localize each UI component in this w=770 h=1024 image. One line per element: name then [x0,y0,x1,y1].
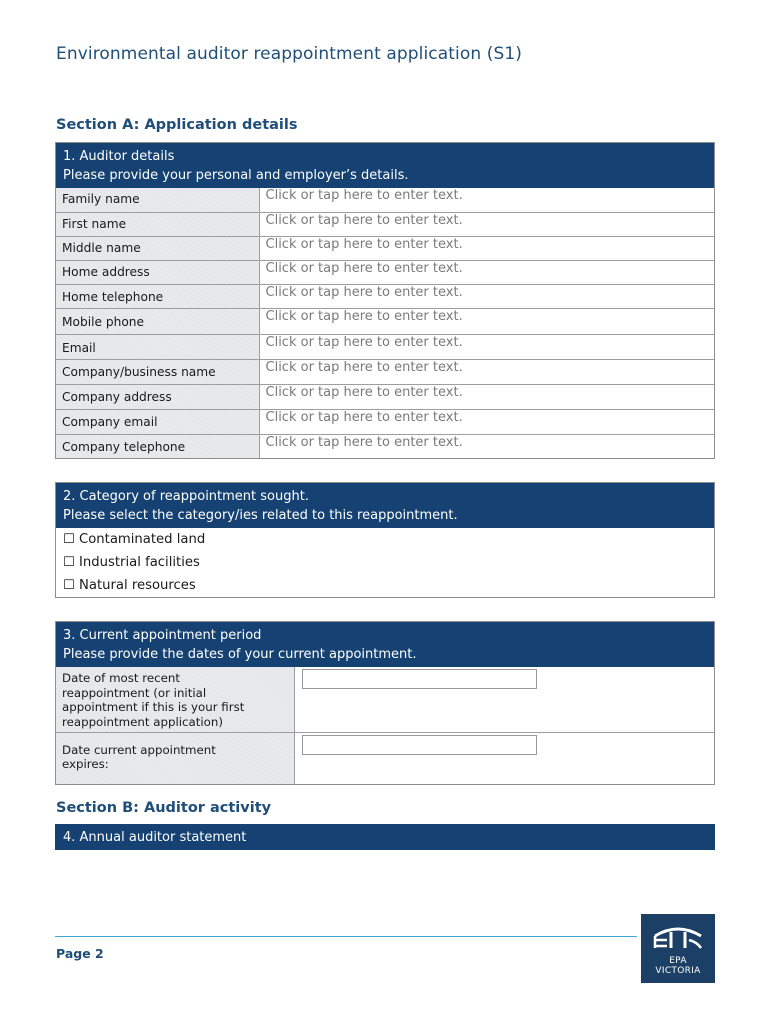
checkbox-icon[interactable]: ☐ [63,578,75,593]
checkbox-icon[interactable]: ☐ [63,555,75,570]
auditor-details-box [55,142,715,459]
middle-name-field[interactable]: Click or tap here to enter text. [259,236,714,260]
section-b-heading: Section B: Auditor activity [56,800,272,816]
appointment-period-header [56,622,714,667]
table-row [56,284,714,308]
auditor-details-header [56,143,714,188]
appointment-period-instruction: Please provide the dates of your current appointment. [63,647,417,662]
table-row [56,359,714,384]
option-contaminated-land[interactable] [56,528,714,551]
logo-text-epa: EPA [669,956,687,966]
epa-victoria-logo [641,914,715,983]
company-telephone-field[interactable]: Click or tap here to enter text. [259,434,714,458]
table-row [56,212,714,236]
recent-reappointment-date-cell [294,667,714,732]
company-name-field[interactable]: Click or tap here to enter text. [259,359,714,384]
option-label: Industrial facilities [79,555,200,570]
table-row [56,434,714,458]
category-options [56,528,714,597]
mobile-phone-field[interactable]: Click or tap here to enter text. [259,308,714,334]
logo-text-victoria: VICTORIA [655,966,701,976]
annual-statement-box [55,824,715,850]
email-field[interactable]: Click or tap here to enter text. [259,334,714,359]
page-number: Page 2 [56,946,104,961]
table-row [56,188,714,212]
field-label: Date current appointment expires: [56,732,294,784]
auditor-details-instruction: Please provide your personal and employer’s details. [63,168,409,183]
option-natural-resources[interactable] [56,574,714,597]
field-label: Email [56,334,259,359]
table-row [56,308,714,334]
field-label: Date of most recent reappointment (or initial appointment if this is your first reappointment application) [56,667,294,732]
option-label: Contaminated land [79,532,206,547]
table-row [56,732,714,784]
appointment-period-table [56,667,714,784]
field-label: Home address [56,260,259,284]
auditor-details-title: 1. Auditor details [63,149,175,164]
table-row [56,384,714,409]
table-row [56,334,714,359]
table-row [56,260,714,284]
category-header [56,483,714,528]
checkbox-icon[interactable]: ☐ [63,532,75,547]
table-row [56,667,714,732]
option-label: Natural resources [79,578,196,593]
field-label: Mobile phone [56,308,259,334]
epa-logo-icon [641,914,715,954]
field-label: Family name [56,188,259,212]
table-row [56,236,714,260]
category-title: 2. Category of reappointment sought. [63,489,309,504]
footer-divider [55,936,637,937]
home-address-field[interactable]: Click or tap here to enter text. [259,260,714,284]
field-label: Middle name [56,236,259,260]
annual-statement-header: 4. Annual auditor statement [56,825,714,849]
section-a-heading: Section A: Application details [56,117,298,133]
field-label: Company email [56,409,259,434]
appointment-period-box [55,621,715,785]
field-label: Company address [56,384,259,409]
field-label: Home telephone [56,284,259,308]
company-address-field[interactable]: Click or tap here to enter text. [259,384,714,409]
family-name-field[interactable]: Click or tap here to enter text. [259,188,714,212]
company-email-field[interactable]: Click or tap here to enter text. [259,409,714,434]
field-label: Company telephone [56,434,259,458]
category-box [55,482,715,598]
auditor-details-table [56,188,714,458]
appointment-expiry-date-input[interactable] [302,735,537,755]
appointment-expiry-date-cell [294,732,714,784]
appointment-period-title: 3. Current appointment period [63,628,262,643]
table-row [56,409,714,434]
document-title: Environmental auditor reappointment application (S1) [56,44,523,64]
option-industrial-facilities[interactable] [56,551,714,574]
first-name-field[interactable]: Click or tap here to enter text. [259,212,714,236]
recent-reappointment-date-input[interactable] [302,669,537,689]
category-instruction: Please select the category/ies related to this reappointment. [63,508,458,523]
home-telephone-field[interactable]: Click or tap here to enter text. [259,284,714,308]
field-label: Company/business name [56,359,259,384]
field-label: First name [56,212,259,236]
